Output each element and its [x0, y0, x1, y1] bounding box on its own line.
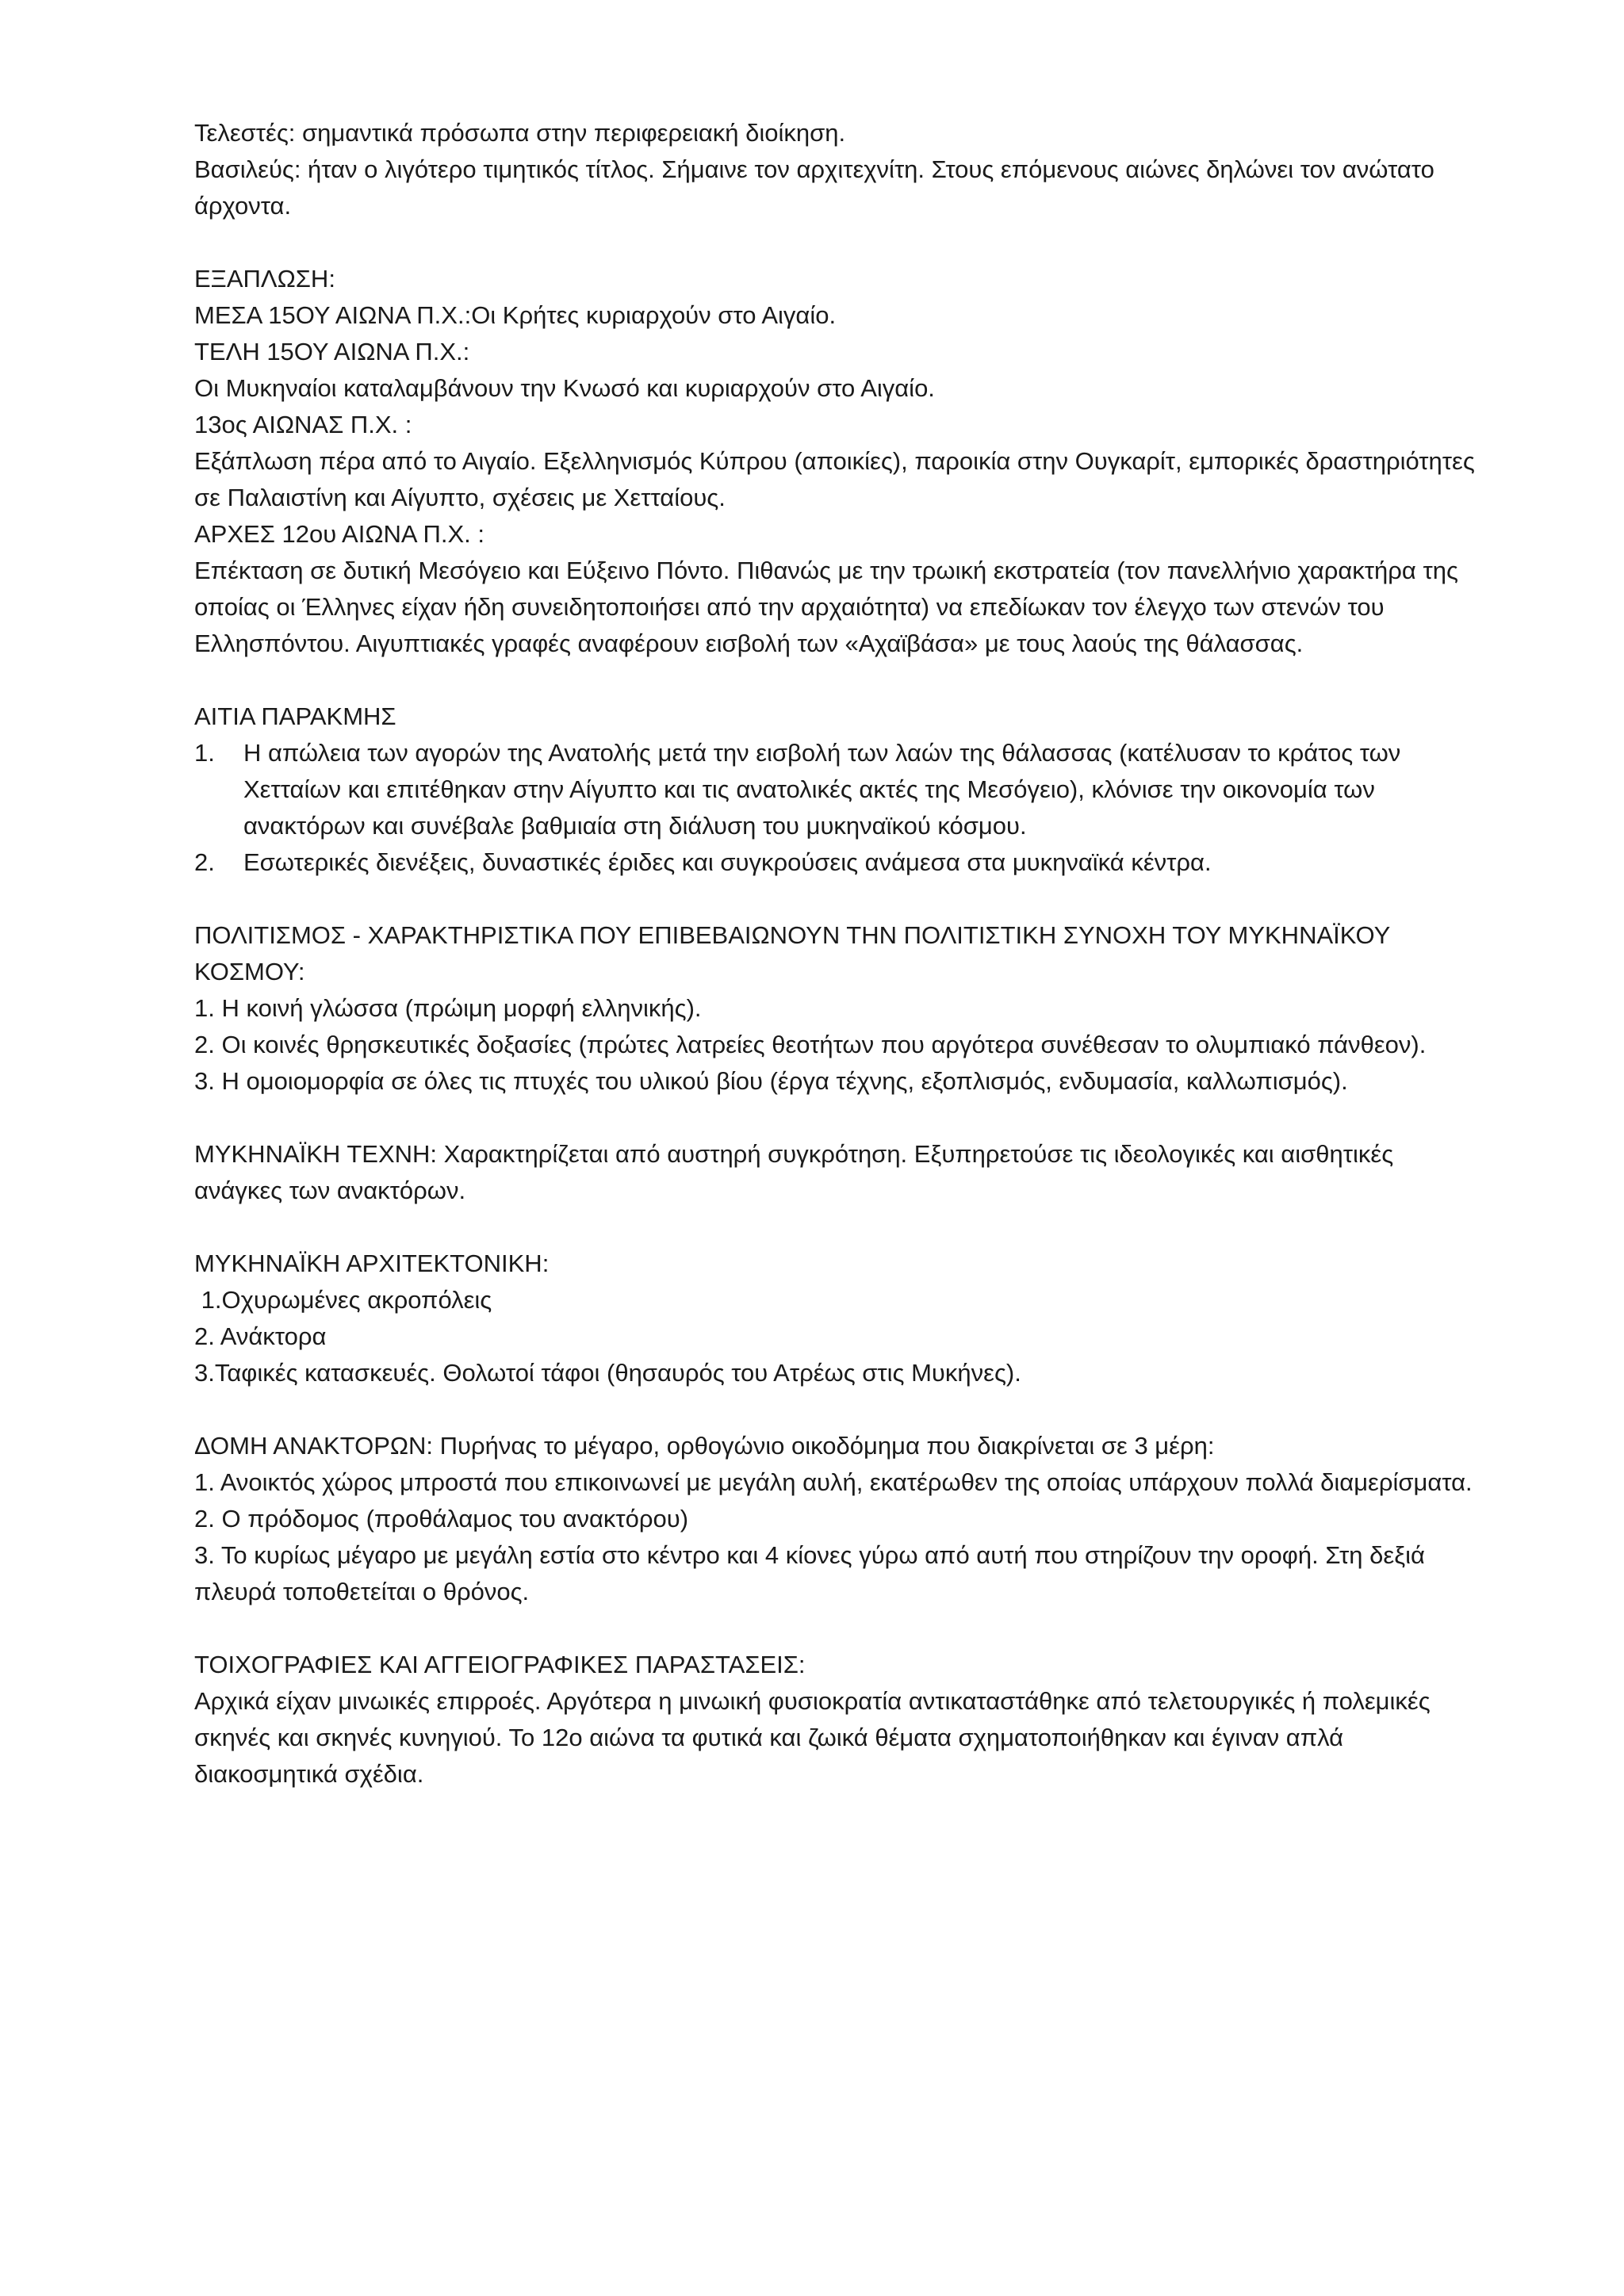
- expansion-12th-heading: ΑΡΧΕΣ 12ου ΑΙΩΝΑ Π.Χ. :: [194, 520, 485, 548]
- architecture-item-tombs: 3.Ταφικές κατασκευές. Θολωτοί τάφοι (θησαυρός του Ατρέως στις Μυκήνες).: [194, 1359, 1021, 1387]
- expansion-heading: ΕΞΑΠΛΩΣΗ:: [194, 265, 335, 293]
- palace-item-courtyard: 1. Ανοικτός χώρος μπροστά που επικοινωνεί με μεγάλη αυλή, εκατέρωθεν της οποίας υπάρχουν πολλά διαμερίσματα.: [194, 1468, 1473, 1496]
- expansion-late-15th-heading: ΤΕΛΗ 15ΟΥ ΑΙΩΝΑ Π.Χ.:: [194, 338, 470, 365]
- paragraph-gap: [194, 224, 1479, 261]
- paragraph-gap: [194, 1610, 1479, 1647]
- culture-item-language: 1. Η κοινή γλώσσα (πρώιμη μορφή ελληνικής).: [194, 994, 702, 1022]
- expansion-mid-15th: ΜΕΣΑ 15ΟΥ ΑΙΩΝΑ Π.Χ.:Οι Κρήτες κυριαρχούν στο Αιγαίο.: [194, 301, 837, 329]
- intro-line-basileus: Βασιλεύς: ήταν ο λιγότερο τιμητικός τίτλος. Σήμαινε τον αρχιτεχνίτη. Στους επόμενους αιώνες δηλώνει τον ανώτατο άρχοντα.: [194, 155, 1434, 220]
- paragraph-gap: [194, 881, 1479, 917]
- intro-line-telestes: Τελεστές: σημαντικά πρόσωπα στην περιφερειακή διοίκηση.: [194, 119, 846, 147]
- palace-item-megaron: 3. Το κυρίως μέγαρο με μεγάλη εστία στο κέντρο και 4 κίονες γύρω από αυτή που στηρίζουν την οροφή. Στη δεξιά πλευρά τοποθετείται ο θρόνος.: [194, 1541, 1425, 1605]
- palace-item-prodomos: 2. Ο πρόδομος (προθάλαμος του ανακτόρου): [194, 1505, 689, 1533]
- culture-item-uniformity: 3. Η ομοιομορφία σε όλες τις πτυχές του υλικού βίου (έργα τέχνης, εξοπλισμός, ενδυμασία, καλλωπισμός).: [194, 1067, 1348, 1095]
- culture-heading: ΠΟΛΙΤΙΣΜΟΣ - ΧΑΡΑΚΤΗΡΙΣΤΙΚΑ ΠΟΥ ΕΠΙΒΕΒΑΙΩΝΟΥΝ ΤΗΝ ΠΟΛΙΤΙΣΤΙΚΗ ΣΥΝΟΧΗ ΤΟΥ ΜΥΚΗΝΑΪΚΟΥ ΚΟΣΜΟΥ:: [194, 921, 1390, 985]
- list-item: [194, 844, 1479, 881]
- list-item: [194, 735, 1479, 844]
- architecture-heading: ΜΥΚΗΝΑΪΚΗ ΑΡΧΙΤΕΚΤΟΝΙΚΗ:: [194, 1249, 550, 1277]
- list-item-number: 1.: [194, 739, 215, 767]
- mycenaean-art-paragraph: ΜΥΚΗΝΑΪΚΗ ΤΕΧΝΗ: Χαρακτηρίζεται από αυστηρή συγκρότηση. Εξυπηρετούσε τις ιδεολογικές και αισθητικές ανάγκες των ανακτόρων.: [194, 1140, 1394, 1204]
- list-item-number: 2.: [194, 848, 215, 876]
- expansion-13th-heading: 13ος ΑΙΩΝΑΣ Π.Χ. :: [194, 411, 412, 438]
- paragraph-gap: [194, 1391, 1479, 1428]
- frescoes-heading: ΤΟΙΧΟΓΡΑΦΙΕΣ ΚΑΙ ΑΓΓΕΙΟΓΡΑΦΙΚΕΣ ΠΑΡΑΣΤΑΣΕΙΣ:: [194, 1651, 806, 1678]
- paragraph-gap: [194, 1209, 1479, 1246]
- frescoes-paragraph: Αρχικά είχαν μινωικές επιρροές. Αργότερα η μινωική φυσιοκρατία αντικαταστάθηκε από τελετουργικές ή πολεμικές σκηνές και σκηνές κυνηγιού. Το 12ο αιώνα τα φυτικά και ζωικά θέματα σχηματοποιήθηκαν και έγιναν απλά διακοσμητικά σχέδια.: [194, 1687, 1431, 1788]
- architecture-item-acropolis: 1.Οχυρωμένες ακροπόλεις: [194, 1286, 492, 1314]
- list-item-text: Η απώλεια των αγορών της Ανατολής μετά την εισβολή των λαών της θάλασσας (κατέλυσαν το κράτος των Χετταίων και επιτέθηκαν στην Αίγυπτο και τις ανατολικές ακτές της Μεσόγειο), κλόνισε την οικονομία των ανακτόρων και συνέβαλε βαθμιαία στη διάλυση του μυκηναϊκού κόσμου.: [243, 739, 1401, 840]
- architecture-item-palaces: 2. Ανάκτορα: [194, 1322, 327, 1350]
- decline-heading: ΑΙΤΙΑ ΠΑΡΑΚΜΗΣ: [194, 702, 396, 730]
- expansion-late-15th-text: Οι Μυκηναίοι καταλαμβάνουν την Κνωσό και κυριαρχούν στο Αιγαίο.: [194, 374, 935, 402]
- palace-structure-heading: ΔΟΜΗ ΑΝΑΚΤΟΡΩΝ: Πυρήνας το μέγαρο, ορθογώνιο οικοδόμημα που διακρίνεται σε 3 μέρη:: [194, 1432, 1215, 1460]
- expansion-12th-text: Επέκταση σε δυτική Μεσόγειο και Εύξεινο Πόντο. Πιθανώς με την τρωική εκστρατεία (τον πανελλήνιο χαρακτήρα της οποίας οι Έλληνες είχαν ήδη συνειδητοποιήσει από την αρχαιότητα) να επεδίωκαν τον έλεγχο των στενών του Ελλησπόντου. Αιγυπτιακές γραφές αναφέρουν εισβολή των «Αχαϊβάσα» με τους λαούς της θάλασσας.: [194, 557, 1458, 657]
- paragraph-gap: [194, 662, 1479, 698]
- paragraph-gap: [194, 1100, 1479, 1136]
- document-body: [194, 115, 1479, 1793]
- list-item-text: Εσωτερικές διενέξεις, δυναστικές έριδες και συγκρούσεις ανάμεσα στα μυκηναϊκά κέντρα.: [243, 848, 1212, 876]
- decline-list: [194, 735, 1479, 881]
- culture-item-religion: 2. Οι κοινές θρησκευτικές δοξασίες (πρώτες λατρείες θεοτήτων που αργότερα συνέθεσαν το ολυμπιακό πάνθεον).: [194, 1031, 1427, 1058]
- expansion-13th-text: Εξάπλωση πέρα από το Αιγαίο. Εξελληνισμός Κύπρου (αποικίες), παροικία στην Ουγκαρίτ, εμπορικές δραστηριότητες σε Παλαιστίνη και Αίγυπτο, σχέσεις με Χετταίους.: [194, 447, 1475, 511]
